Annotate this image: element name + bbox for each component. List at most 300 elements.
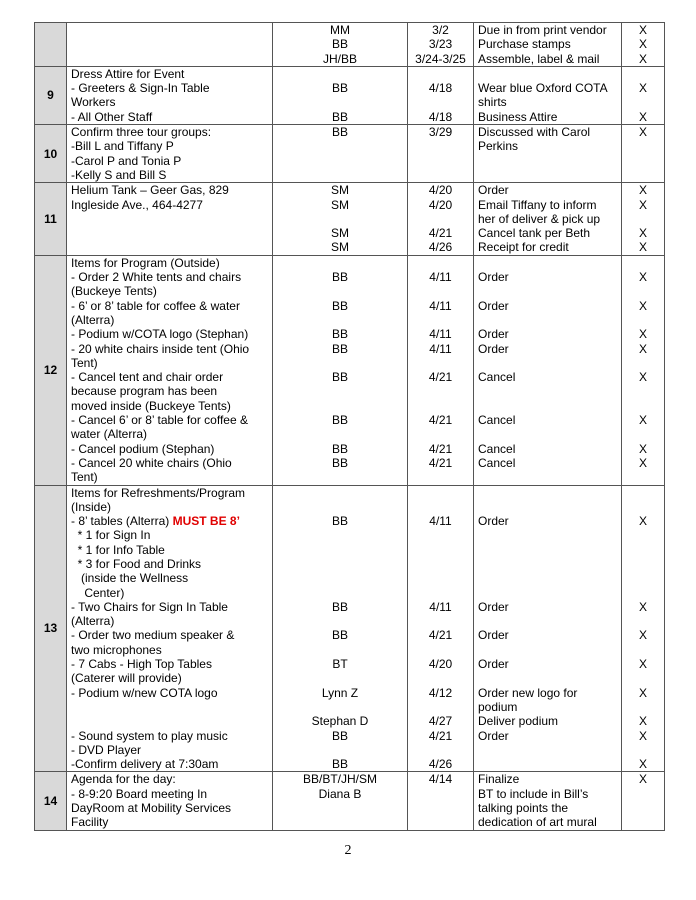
date-line <box>408 212 473 226</box>
date-line: 4/27 <box>428 714 453 729</box>
note-line <box>478 427 621 441</box>
done-cell <box>622 255 665 485</box>
date-cell <box>408 485 474 772</box>
note-line: Receipt for credit <box>478 240 569 255</box>
done-mark <box>622 500 664 514</box>
task-line <box>71 37 270 51</box>
date-line <box>408 787 473 801</box>
owner-line: BB <box>331 125 348 140</box>
date-line <box>408 67 473 81</box>
owner-line: BB <box>331 413 348 428</box>
owner-line: BB <box>331 370 348 385</box>
done-mark <box>622 470 664 484</box>
task-line: -Confirm delivery at 7:30am <box>71 757 219 772</box>
done-mark: X <box>638 370 647 385</box>
date-line <box>408 384 473 398</box>
task-cell <box>67 125 273 183</box>
date-line <box>408 614 473 628</box>
note-line: Order new logo for <box>478 685 578 700</box>
done-mark <box>622 671 664 685</box>
table-row <box>35 125 665 183</box>
date-cell <box>408 23 474 67</box>
note-line: Order <box>478 341 509 356</box>
note-line: Order <box>478 728 509 743</box>
owner-cell <box>273 125 408 183</box>
note-line: Email Tiffany to inform <box>478 197 597 212</box>
owner-cell <box>273 255 408 485</box>
date-line <box>408 168 473 182</box>
date-line: 3/2 <box>432 23 449 37</box>
note-line <box>478 67 621 81</box>
task-line: - Cancel 20 white chairs (Ohio <box>71 455 232 470</box>
task-line: DayRoom at Mobility Services <box>71 801 232 816</box>
date-line <box>408 671 473 685</box>
page-number: 2 <box>344 843 352 858</box>
note-line <box>478 356 621 370</box>
done-cell <box>622 23 665 67</box>
owner-line: BB <box>331 341 348 356</box>
date-line: 4/21 <box>428 441 453 456</box>
task-line: Tent) <box>71 355 98 370</box>
done-mark <box>622 427 664 441</box>
done-mark: X <box>638 441 647 456</box>
date-line <box>408 743 473 757</box>
owner-line <box>273 313 407 327</box>
owner-line <box>273 399 407 413</box>
done-mark <box>622 139 664 153</box>
date-line: 4/26 <box>428 757 453 772</box>
date-line <box>408 399 473 413</box>
date-line <box>408 586 473 600</box>
done-mark: X <box>638 125 647 140</box>
done-mark: X <box>638 599 647 614</box>
note-line: Cancel <box>478 413 516 428</box>
note-line <box>478 313 621 327</box>
done-mark <box>622 284 664 298</box>
done-mark <box>622 787 664 801</box>
note-cell <box>474 23 622 67</box>
date-line <box>408 356 473 370</box>
date-line: 4/11 <box>429 514 452 529</box>
date-line: 4/14 <box>428 772 453 787</box>
owner-line <box>273 586 407 600</box>
task-line: - Sound system to play music <box>71 728 228 743</box>
owner-line <box>273 543 407 557</box>
note-line <box>478 586 621 600</box>
done-mark <box>622 399 664 413</box>
task-line: Confirm three tour groups: <box>71 125 212 140</box>
date-line <box>408 557 473 571</box>
task-line: Items for Program (Outside) <box>71 255 220 270</box>
note-line <box>478 284 621 298</box>
done-mark <box>622 528 664 542</box>
owner-line: BB <box>331 81 348 96</box>
task-cell <box>67 66 273 124</box>
done-mark: X <box>638 514 647 529</box>
owner-line <box>273 95 407 109</box>
task-table <box>34 22 665 831</box>
note-line: Cancel <box>478 455 516 470</box>
task-cell <box>67 255 273 485</box>
note-line: dedication of art mural <box>478 815 597 830</box>
task-line: because program has been <box>71 384 218 399</box>
task-line: -Bill L and Tiffany P <box>71 139 174 154</box>
done-mark <box>622 571 664 585</box>
task-line: - Order 2 White tents and chairs <box>71 270 242 285</box>
task-line <box>71 226 270 240</box>
owner-line: SM <box>331 226 349 241</box>
date-line <box>408 815 473 829</box>
task-line: -Kelly S and Bill S <box>71 167 167 182</box>
note-cell <box>474 485 622 772</box>
task-line: - 8’ tables (Alterra) MUST BE 8’ <box>71 514 240 529</box>
done-cell <box>622 125 665 183</box>
note-line <box>478 168 621 182</box>
date-line: 4/20 <box>428 183 453 198</box>
date-line <box>408 801 473 815</box>
note-line <box>478 486 621 500</box>
date-cell <box>408 255 474 485</box>
note-line: Discussed with Carol <box>478 125 591 140</box>
owner-line: BB <box>331 728 348 743</box>
owner-line: BB <box>331 298 348 313</box>
task-line: (Inside) <box>71 499 112 514</box>
note-line: Cancel <box>478 370 516 385</box>
task-line: - Podium w/new COTA logo <box>71 685 218 700</box>
task-line <box>71 700 270 714</box>
table-row <box>35 255 665 485</box>
owner-line <box>273 743 407 757</box>
note-line <box>478 671 621 685</box>
owner-line: BT <box>332 657 348 672</box>
date-line: 4/11 <box>429 327 452 342</box>
note-line: Order <box>478 599 509 614</box>
task-line: * 1 for Sign In <box>71 528 151 543</box>
date-line: 4/11 <box>429 341 452 356</box>
done-mark <box>622 801 664 815</box>
done-mark <box>622 815 664 829</box>
task-line: - Cancel tent and chair order <box>71 370 224 385</box>
table-row <box>35 183 665 255</box>
table-row <box>35 23 665 67</box>
done-mark: X <box>638 327 647 342</box>
done-mark <box>622 700 664 714</box>
date-line: 3/29 <box>428 125 453 140</box>
note-line: Order <box>478 327 509 342</box>
item-number: 12 <box>35 255 67 485</box>
owner-line <box>273 384 407 398</box>
note-line <box>478 757 621 771</box>
note-line: Cancel <box>478 441 516 456</box>
owner-cell <box>273 66 408 124</box>
note-line: Perkins <box>478 139 519 154</box>
note-cell <box>474 125 622 183</box>
owner-line <box>273 801 407 815</box>
owner-line: BB <box>331 37 348 52</box>
owner-line <box>273 700 407 714</box>
owner-line: BB <box>331 514 348 529</box>
date-line: 4/11 <box>429 298 452 313</box>
owner-line: MM <box>330 23 350 37</box>
done-mark: X <box>638 37 647 52</box>
done-mark: X <box>638 298 647 313</box>
owner-line <box>273 284 407 298</box>
task-line: Agenda for the day: <box>71 772 176 787</box>
date-line <box>408 528 473 542</box>
done-mark: X <box>638 197 647 212</box>
done-cell <box>622 772 665 830</box>
date-cell <box>408 125 474 183</box>
note-line: Order <box>478 657 509 672</box>
done-mark <box>622 614 664 628</box>
note-line: her of deliver & pick up <box>478 211 601 226</box>
owner-line: BB <box>331 327 348 342</box>
date-line <box>408 95 473 109</box>
owner-cell <box>273 772 408 830</box>
task-line: - Cancel 6’ or 8’ table for coffee & <box>71 413 248 428</box>
done-mark: X <box>638 772 647 787</box>
done-mark <box>622 384 664 398</box>
done-mark: X <box>638 455 647 470</box>
done-mark <box>622 212 664 226</box>
note-line: Order <box>478 514 509 529</box>
note-cell <box>474 183 622 255</box>
task-line: Center) <box>71 585 125 600</box>
done-mark <box>622 586 664 600</box>
task-line: Workers <box>71 95 116 110</box>
item-number <box>35 23 67 67</box>
date-line <box>408 543 473 557</box>
date-line: 4/21 <box>428 728 453 743</box>
task-line: (Caterer will provide) <box>71 671 182 686</box>
owner-line: Diana B <box>318 786 362 801</box>
task-line: (Buckeye Tents) <box>71 284 157 299</box>
date-line: 4/20 <box>428 657 453 672</box>
note-line: Wear blue Oxford COTA <box>478 81 608 96</box>
done-mark <box>622 95 664 109</box>
owner-line: BB <box>331 455 348 470</box>
done-mark: X <box>638 628 647 643</box>
date-line: 4/21 <box>428 628 453 643</box>
task-line: - All Other Staff <box>71 109 153 124</box>
owner-line <box>273 643 407 657</box>
date-line: 4/21 <box>428 370 453 385</box>
note-line <box>478 543 621 557</box>
owner-line: JH/BB <box>322 51 357 66</box>
task-line: Facility <box>71 815 109 830</box>
task-line: water (Alterra) <box>71 427 148 442</box>
note-line <box>478 470 621 484</box>
owner-line <box>273 256 407 270</box>
owner-line: SM <box>331 240 349 255</box>
owner-line: SM <box>331 197 349 212</box>
date-cell <box>408 772 474 830</box>
task-line: - 20 white chairs inside tent (Ohio <box>71 341 250 356</box>
task-cell <box>67 772 273 830</box>
owner-line <box>273 470 407 484</box>
task-line: - Cancel podium (Stephan) <box>71 441 215 456</box>
done-mark <box>622 356 664 370</box>
date-line <box>408 139 473 153</box>
date-line <box>408 643 473 657</box>
owner-line: BB <box>331 109 348 124</box>
done-mark <box>622 643 664 657</box>
note-line <box>478 154 621 168</box>
item-number: 10 <box>35 125 67 183</box>
date-cell <box>408 66 474 124</box>
task-line: Helium Tank – Geer Gas, 829 <box>71 183 229 198</box>
note-line: podium <box>478 699 518 714</box>
done-mark: X <box>638 109 647 124</box>
task-line: - Order two medium speaker & <box>71 628 235 643</box>
note-line <box>478 500 621 514</box>
date-line: 3/24-3/25 <box>415 51 466 66</box>
note-line: BT to include in Bill’s <box>478 786 589 801</box>
done-mark: X <box>638 23 647 37</box>
note-cell <box>474 255 622 485</box>
date-line: 4/18 <box>428 81 453 96</box>
owner-line: BB <box>331 628 348 643</box>
task-line: (Alterra) <box>71 614 115 629</box>
task-line: - 6’ or 8’ table for coffee & water <box>71 298 240 313</box>
done-mark <box>622 313 664 327</box>
task-line <box>71 714 270 728</box>
task-line: moved inside (Buckeye Tents) <box>71 398 231 413</box>
owner-line <box>273 67 407 81</box>
date-line: 3/23 <box>428 37 453 52</box>
task-cell <box>67 485 273 772</box>
note-line: Finalize <box>478 772 520 787</box>
table-row <box>35 485 665 772</box>
date-line <box>408 700 473 714</box>
owner-line <box>273 500 407 514</box>
date-line <box>408 500 473 514</box>
done-cell <box>622 485 665 772</box>
date-line <box>408 427 473 441</box>
note-line <box>478 557 621 571</box>
done-mark <box>622 743 664 757</box>
owner-line: BB <box>331 599 348 614</box>
date-line: 4/21 <box>428 413 453 428</box>
date-cell <box>408 183 474 255</box>
done-mark <box>622 557 664 571</box>
done-mark: X <box>638 728 647 743</box>
task-line: * 1 for Info Table <box>71 542 165 557</box>
task-line: (inside the Wellness <box>71 571 189 586</box>
note-line <box>478 384 621 398</box>
task-line: - Podium w/COTA logo (Stephan) <box>71 327 249 342</box>
date-line <box>408 256 473 270</box>
owner-line: Lynn Z <box>321 685 359 700</box>
date-line <box>408 571 473 585</box>
done-mark: X <box>638 183 647 198</box>
task-line: - DVD Player <box>71 742 142 757</box>
done-mark: X <box>638 757 647 772</box>
done-mark <box>622 543 664 557</box>
task-line: - 8-9:20 Board meeting In <box>71 786 208 801</box>
task-line <box>71 23 270 37</box>
owner-line: SM <box>331 183 349 198</box>
note-line: Due in from print vendor <box>478 23 607 37</box>
done-mark: X <box>638 657 647 672</box>
done-mark: X <box>638 341 647 356</box>
owner-line <box>273 154 407 168</box>
owner-cell <box>273 23 408 67</box>
task-cell <box>67 183 273 255</box>
task-cell <box>67 23 273 67</box>
owner-cell <box>273 485 408 772</box>
date-line: 4/12 <box>428 685 453 700</box>
done-mark: X <box>638 81 647 96</box>
owner-line <box>273 528 407 542</box>
owner-cell <box>273 183 408 255</box>
date-line <box>408 313 473 327</box>
note-line: Order <box>478 628 509 643</box>
table-row <box>35 66 665 124</box>
done-mark: X <box>638 270 647 285</box>
item-number: 14 <box>35 772 67 830</box>
owner-line <box>273 168 407 182</box>
item-number: 13 <box>35 485 67 772</box>
date-line: 4/21 <box>428 455 453 470</box>
owner-line <box>273 671 407 685</box>
owner-line <box>273 427 407 441</box>
owner-line: BB/BT/JH/SM <box>302 772 377 787</box>
task-line: Ingleside Ave., 464-4277 <box>71 197 203 212</box>
note-line: Assemble, label & mail <box>478 51 600 66</box>
task-line <box>71 52 270 66</box>
owner-line <box>273 557 407 571</box>
done-mark <box>622 67 664 81</box>
task-line: * 3 for Food and Drinks <box>71 556 202 571</box>
date-line <box>408 470 473 484</box>
date-line: 4/21 <box>428 226 453 241</box>
note-line <box>478 256 621 270</box>
owner-line <box>273 356 407 370</box>
note-line <box>478 528 621 542</box>
note-cell <box>474 772 622 830</box>
done-mark: X <box>638 226 647 241</box>
date-line <box>408 486 473 500</box>
owner-line: Stephan D <box>311 714 369 729</box>
task-line: Items for Refreshments/Program <box>71 485 246 500</box>
date-line: 4/26 <box>428 240 453 255</box>
owner-line <box>273 139 407 153</box>
task-line: - Greeters & Sign-In Table <box>71 81 210 96</box>
owner-line <box>273 815 407 829</box>
task-line: two microphones <box>71 642 162 657</box>
owner-line <box>273 614 407 628</box>
note-line: talking points the <box>478 801 569 816</box>
task-line <box>71 212 270 226</box>
task-line: Tent) <box>71 470 98 485</box>
done-mark <box>622 168 664 182</box>
note-line: Order <box>478 298 509 313</box>
note-line: Order <box>478 270 509 285</box>
note-line: shirts <box>478 95 507 110</box>
note-cell <box>474 66 622 124</box>
date-line: 4/11 <box>429 270 452 285</box>
note-line: Business Attire <box>478 109 558 124</box>
note-line <box>478 571 621 585</box>
task-line <box>71 240 270 254</box>
note-line: Deliver podium <box>478 714 559 729</box>
task-line: -Carol P and Tonia P <box>71 153 182 168</box>
owner-line: BB <box>331 441 348 456</box>
task-line: Dress Attire for Event <box>71 66 185 81</box>
done-mark: X <box>638 240 647 255</box>
done-mark <box>622 154 664 168</box>
